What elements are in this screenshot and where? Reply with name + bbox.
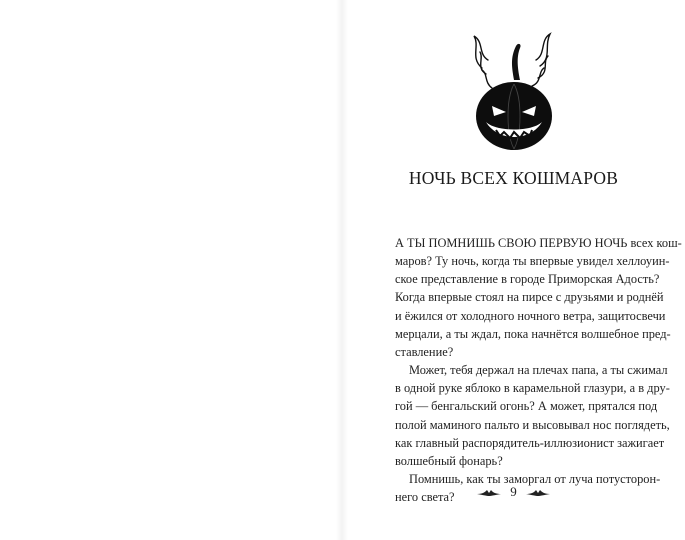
text-line: Может, тебя держал на плечах папа, а ты сжимал (409, 363, 668, 378)
text-line: ставление? (395, 344, 454, 359)
text-line: А ТЫ ПОМНИШЬ СВОЮ ПЕРВУЮ НОЧЬ всех кош- (395, 236, 682, 250)
text-line: и ёжился от холодного ночного ветра, защитосвечи (395, 308, 666, 323)
text-line: как главный распорядитель-иллюзионист зажигает (395, 435, 665, 450)
text-line: Когда впервые стоял на пирсе с друзьями и роднёй (395, 290, 664, 305)
text-line: полой маминого пальто и высовывал нос поглядеть, (395, 417, 670, 432)
page-folio (342, 484, 685, 500)
text-line: Помнишь, как ты заморгал от луча потусторон- (409, 472, 661, 487)
page-number: 9 (510, 484, 517, 499)
text-line: мерцали, а ты ждал, пока начнётся волшебное пред- (395, 326, 671, 341)
left-page-blank (0, 0, 342, 540)
bat-ornament-left-icon (477, 489, 501, 497)
book-gutter (336, 0, 348, 540)
text-line: волшебный фонарь? (395, 453, 503, 468)
text-line: в одной руке яблоко в карамельной глазури, а в дру- (395, 381, 670, 396)
chapter-body-text (395, 234, 682, 506)
text-line: маров? Ту ночь, когда ты впервые увидел хеллоуин- (395, 254, 670, 269)
bat-ornament-right-icon (526, 489, 550, 497)
jack-o-lantern-illustration (462, 28, 562, 153)
text-line: него света? (395, 490, 455, 505)
text-line: гой — бенгальский огонь? А может, прятался под (395, 399, 658, 414)
chapter-title: НОЧЬ ВСЕХ КОШМАРОВ (408, 168, 619, 188)
text-line: ское представление в городе Приморская Адость? (395, 272, 660, 287)
